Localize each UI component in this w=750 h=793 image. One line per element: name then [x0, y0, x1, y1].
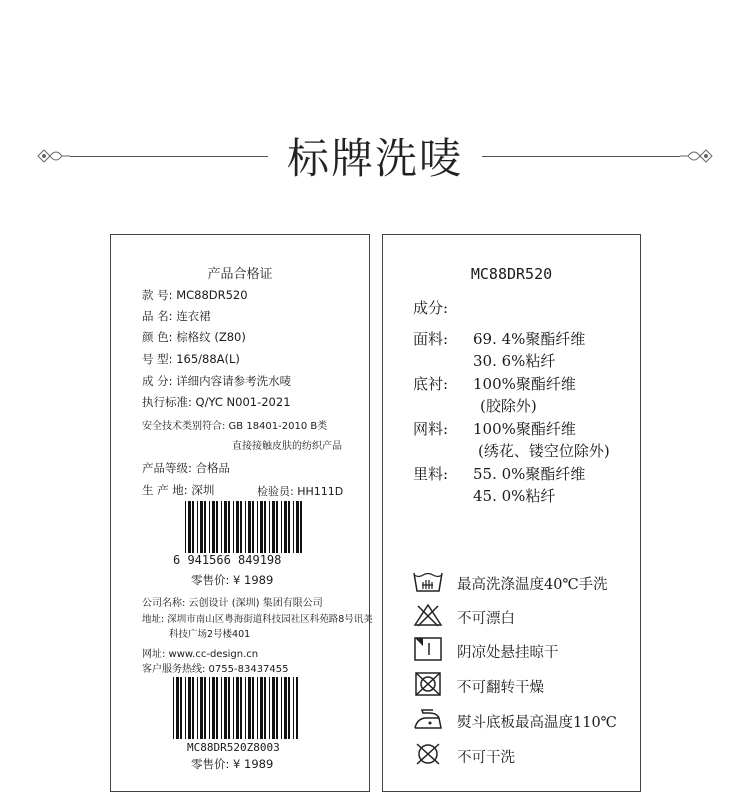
care-item [413, 742, 643, 768]
barcode-bar [296, 677, 298, 739]
barcode-bar [288, 501, 290, 553]
barcode-bar [197, 501, 198, 553]
address-line-2: 科技广场2号楼401 [169, 629, 251, 640]
barcode-bar [188, 677, 191, 739]
care-label: 不可翻转干燥 [457, 680, 544, 696]
retail-price-1: 零售价: ¥ 1989 [191, 573, 274, 587]
iron-icon [413, 707, 443, 731]
barcode-bar [269, 501, 270, 553]
style-number-row [142, 287, 248, 303]
row-value: 详细内容请参考洗水唛 [176, 374, 292, 388]
inner-lining-label: 里料: [413, 465, 449, 483]
address-line-1: 地址: 深圳市南山区粤海街道科技园社区科苑路8号讯美 [142, 614, 373, 625]
inner-line-2: 45. 0%粘纤 [473, 487, 556, 505]
barcode-bar [176, 677, 179, 739]
care-label: 不可干洗 [457, 750, 515, 766]
barcode-bar [281, 501, 282, 553]
barcode-bar [284, 677, 287, 739]
row-label: 执行标准: [142, 395, 192, 409]
row-value: MC88DR520 [176, 288, 248, 302]
certificate-tag [110, 234, 373, 792]
no-bleach-icon [413, 603, 443, 627]
ean-barcode [183, 501, 305, 553]
barcode-bar [240, 501, 242, 553]
care-item [413, 672, 643, 698]
barcode-bar [300, 501, 302, 553]
barcode-bar [260, 677, 263, 739]
barcode-bar [197, 677, 198, 739]
barcode-bar [212, 501, 215, 553]
barcode-bar [248, 677, 251, 739]
barcode-bar [224, 677, 227, 739]
care-item [413, 603, 643, 629]
barcode-bar [260, 501, 263, 553]
barcode-bar [188, 501, 191, 553]
barcode-bar [264, 501, 266, 553]
barcode-bar [192, 501, 194, 553]
no-tumble-dry-icon [413, 672, 443, 696]
inspector-row: 检验员: HH111D [257, 485, 344, 498]
barcode-bar [236, 501, 239, 553]
mesh-label: 网料: [413, 420, 449, 438]
barcode-bar [276, 501, 278, 553]
lining-line-2: (胶除外) [480, 397, 537, 415]
barcode-bar [240, 677, 242, 739]
barcode-bar [200, 501, 203, 553]
safety-line-2: 直接接触皮肤的纺织产品 [232, 441, 342, 452]
row-label: 品 名: [142, 309, 173, 323]
ean-barcode-number: 6 941566 849198 [173, 553, 282, 567]
barcode-bar [281, 677, 282, 739]
mesh-line-2: (绣花、镂空位除外) [478, 442, 610, 460]
barcode-bar [173, 677, 174, 739]
origin-row: 生 产 地: 深圳 [142, 483, 215, 497]
barcode-bar [296, 501, 299, 553]
sku-barcode [171, 677, 301, 739]
safety-line-1: 安全技术类别符合: GB 18401-2010 B类 [142, 421, 328, 432]
row-label: 颜 色: [142, 330, 173, 344]
care-label: 熨斗底板最高温度110℃ [457, 715, 617, 731]
barcode-bar [228, 677, 230, 739]
care-label: 最高洗涤温度40℃手洗 [457, 577, 608, 593]
fabric-line-2: 30. 6%粘纤 [473, 352, 556, 370]
barcode-bar [269, 677, 270, 739]
composition-heading: 成分: [413, 299, 449, 317]
barcode-bar [276, 677, 278, 739]
hand-wash-icon [413, 569, 443, 593]
service-hotline: 客户服务热线: 0755-83437455 [142, 664, 289, 675]
no-dry-clean-icon [413, 742, 443, 766]
barcode-bar [233, 501, 234, 553]
care-label: 不可漂白 [457, 611, 515, 627]
barcode-bar [293, 677, 294, 739]
barcode-bar [216, 501, 218, 553]
barcode-bar [288, 677, 290, 739]
care-item [413, 637, 643, 663]
size-row [142, 351, 240, 367]
row-value: 棕格纹 (Z80) [176, 330, 246, 344]
barcode-bar [204, 677, 206, 739]
ornament-right-icon [678, 144, 714, 168]
header-rule-right [482, 156, 680, 157]
color-row [142, 329, 246, 345]
certificate-title: 产品合格证 [207, 267, 273, 282]
row-value: 165/88A(L) [176, 352, 240, 366]
care-item [413, 707, 643, 733]
row-label: 号 型: [142, 352, 173, 366]
barcode-bar [209, 677, 210, 739]
care-label: 阴凉处悬挂晾干 [457, 645, 559, 661]
barcode-bar [200, 677, 203, 739]
barcode-bar [272, 501, 275, 553]
lining-line-1: 100%聚酯纤维 [473, 375, 576, 393]
barcode-bar [257, 677, 258, 739]
barcode-bar [252, 501, 254, 553]
barcode-bar [272, 677, 275, 739]
barcode-bar [204, 501, 206, 553]
barcode-bar [233, 677, 234, 739]
barcode-bar [192, 677, 194, 739]
barcode-bar [252, 677, 254, 739]
barcode-bar [264, 677, 266, 739]
page-title: 标牌洗唛 [286, 134, 463, 183]
barcode-bar [245, 501, 246, 553]
row-label: 款 号: [142, 288, 173, 302]
barcode-bar [180, 677, 182, 739]
lining-label: 底衬: [413, 375, 449, 393]
barcode-bar [248, 501, 251, 553]
barcode-bar [293, 501, 294, 553]
barcode-bar [216, 677, 218, 739]
care-item [413, 569, 643, 595]
barcode-bar [185, 501, 186, 553]
company-name: 公司名称: 云创设计 (深圳) 集团有限公司 [142, 598, 323, 609]
barcode-bar [221, 501, 222, 553]
wash-label-tag [382, 234, 641, 792]
wash-style-code: MC88DR520 [470, 265, 553, 283]
grade-row: 产品等级: 合格品 [142, 461, 231, 475]
website: 网址: www.cc-design.cn [142, 649, 259, 660]
sku-barcode-number: MC88DR520Z8003 [187, 741, 280, 754]
product-name-row [142, 308, 211, 324]
retail-price-2: 零售价: ¥ 1989 [191, 757, 274, 771]
barcode-bar [209, 501, 210, 553]
page-header [0, 120, 750, 200]
composition-row [142, 373, 291, 389]
row-value: Q/YC N001-2021 [195, 395, 291, 409]
mesh-line-1: 100%聚酯纤维 [473, 420, 576, 438]
row-value: 连衣裙 [176, 309, 211, 323]
fabric-line-1: 69. 4%聚酯纤维 [473, 330, 586, 348]
row-label: 成 分: [142, 374, 173, 388]
barcode-bar [284, 501, 287, 553]
inner-line-1: 55. 0%聚酯纤维 [473, 465, 586, 483]
barcode-bar [221, 677, 222, 739]
barcode-bar [212, 677, 215, 739]
barcode-bar [257, 501, 258, 553]
barcode-bar [245, 677, 246, 739]
fabric-label: 面料: [413, 330, 449, 348]
line-dry-shade-icon [413, 637, 443, 661]
barcode-bar [236, 677, 239, 739]
barcode-bar [224, 501, 227, 553]
barcode-bar [185, 677, 186, 739]
barcode-bar [228, 501, 230, 553]
standard-row [142, 394, 291, 410]
